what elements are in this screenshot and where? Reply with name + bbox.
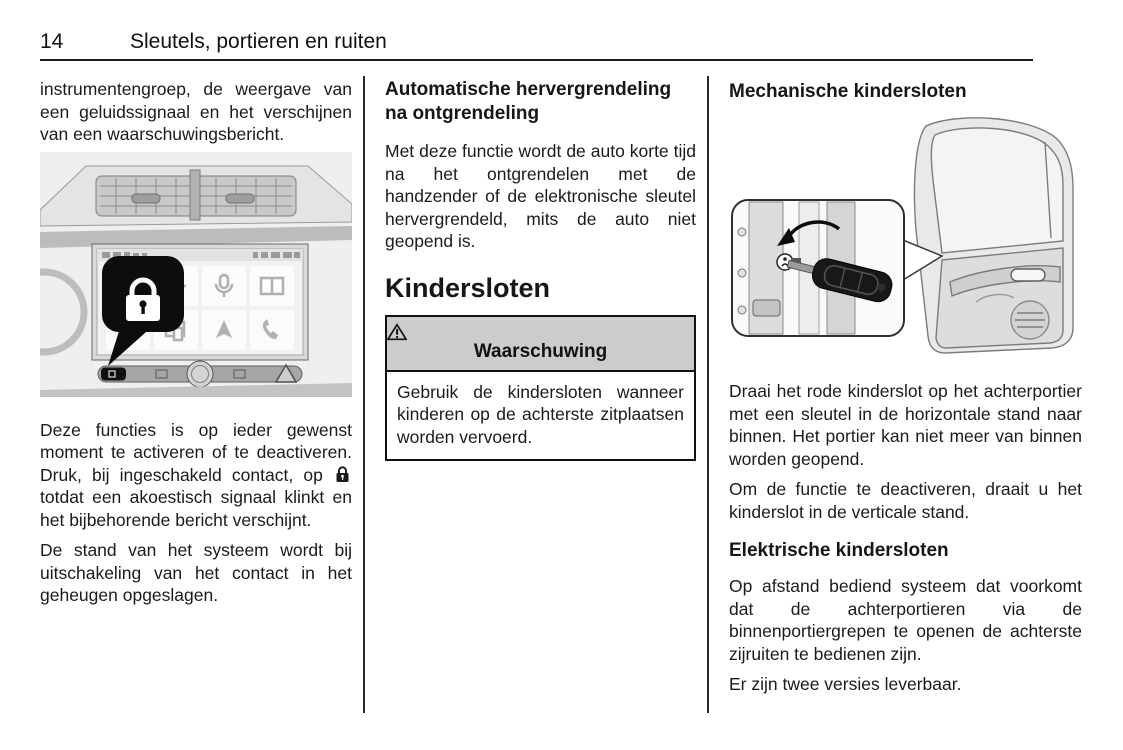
- electric-paragraph-2: Er zijn twee versies leverbaar.: [729, 674, 962, 694]
- activation-text-after: totdat een akoestisch signaal klinkt en het bijbehorende bericht verschijnt.: [40, 487, 352, 530]
- infotainment-illustration-svg: [40, 152, 352, 397]
- childlock-illustration: [729, 110, 1082, 368]
- page-number: 14: [40, 30, 64, 53]
- heading-electric-childlocks: Elektrische kindersloten: [729, 540, 949, 561]
- warning-header: [387, 317, 694, 372]
- column-right: [729, 80, 1082, 696]
- warning-body: Gebruik de kindersloten wanneer kinderen op de achterste zitplaatsen worden vervoerd.: [397, 381, 684, 447]
- column-left: [40, 78, 352, 607]
- heading-mechanical-childlocks: Mechanische kindersloten: [729, 81, 967, 102]
- chapter-title: Sleutels, portieren en ruiten: [130, 30, 387, 53]
- column-divider: [363, 76, 365, 713]
- childlock-inset: [732, 200, 904, 336]
- mechanical-paragraph-1: Draai het rode kinderslot op het achterportier met een sleutel in de horizontale stand naar binnen. Het portier kan niet meer van binnen worden geopend.: [729, 381, 1082, 469]
- column-divider: [707, 76, 709, 713]
- intro-paragraph: instrumentengroep, de weergave van een geluidssignaal en het verschijnen van een waarschuwingsbericht.: [40, 79, 352, 144]
- childlock-illustration-svg: [729, 110, 1082, 368]
- rear-door: [914, 118, 1073, 353]
- lock-icon: [335, 466, 350, 483]
- warning-title: Waarschuwing: [473, 340, 608, 362]
- electric-paragraph-1: Op afstand bediend systeem dat voorkomt dat de achterportieren via de binnenportiergrepen te openen de achterste zijruiten te bedienen zijn.: [729, 576, 1082, 664]
- infotainment-illustration: [40, 152, 352, 397]
- header-rule: [40, 59, 1033, 61]
- auto-relock-paragraph: Met deze functie wordt de auto korte tijd na het ontgrendelen met de handzender of de elektronische sleutel hervergrendeld, mits de auto niet geopend is.: [385, 141, 696, 251]
- warning-triangle-icon: [387, 323, 407, 341]
- heading-auto-relock: Automatische hervergrendeling na ontgrendeling: [385, 79, 672, 124]
- air-vent: [96, 170, 296, 220]
- section-heading-kindersloten: Kindersloten: [385, 272, 551, 303]
- activation-text-before: Deze functies is op ieder gewenst moment te activeren of te deactiveren. Druk, bij ingeschakeld contact, op: [40, 419, 352, 485]
- memory-paragraph: De stand van het systeem wordt bij uitschakeling van het contact in het geheugen opgeslagen.: [40, 540, 352, 605]
- volume-knob: [187, 361, 213, 387]
- mechanical-paragraph-2: Om de functie te deactiveren, draait u het kinderslot in de verticale stand.: [729, 479, 1082, 522]
- column-middle: [385, 78, 696, 461]
- warning-box: [385, 315, 696, 462]
- touchscreen: [92, 244, 308, 366]
- door-latch: [753, 300, 780, 316]
- activation-paragraph: [40, 419, 352, 532]
- lock-button: [101, 367, 126, 380]
